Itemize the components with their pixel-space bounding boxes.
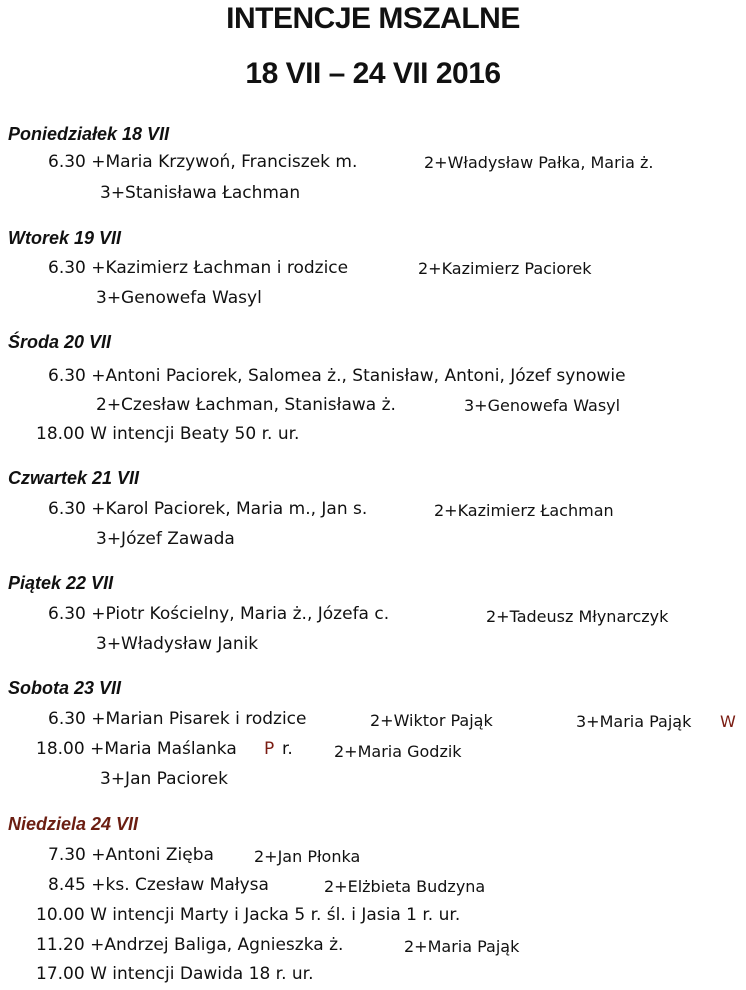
page-title: INTENCJE MSZALNE [226, 2, 520, 35]
intention-marker: W [720, 712, 736, 731]
intention-line: 3+Maria Pająk [576, 712, 692, 731]
intention-line: 6.30 +Kazimierz Łachman i rodzice [48, 258, 349, 278]
intention-marker: P [264, 739, 275, 759]
page-date-range: 18 VII – 24 VII 2016 [245, 57, 501, 90]
intention-line: 3+Genowefa Wasyl [464, 396, 621, 415]
intention-line: 2+Władysław Pałka, Maria ż. [424, 153, 654, 172]
intention-line: 2+Kazimierz Paciorek [418, 259, 592, 278]
intention-line: 7.30 +Antoni Zięba [48, 845, 214, 865]
intention-line: 2+Kazimierz Łachman [434, 501, 614, 520]
intention-line: 6.30 +Piotr Kościelny, Maria ż., Józefa c. [48, 604, 390, 624]
intention-line: 2+Tadeusz Młynarczyk [486, 607, 669, 626]
day-heading-thursday: Czwartek 21 VII [8, 468, 140, 488]
intention-line: 3+Genowefa Wasyl [96, 288, 262, 308]
intention-line: 6.30 +Marian Pisarek i rodzice [48, 709, 307, 729]
intention-line: 2+Jan Płonka [254, 847, 361, 866]
intention-line: 3+Józef Zawada [96, 529, 235, 549]
intention-line: 3+Stanisława Łachman [100, 183, 301, 203]
intention-line: 2+Maria Pająk [404, 937, 520, 956]
day-heading-sunday: Niedziela 24 VII [8, 814, 139, 834]
intention-line: 11.20 +Andrzej Baliga, Agnieszka ż. [36, 935, 344, 955]
day-heading-tuesday: Wtorek 19 VII [8, 228, 122, 248]
day-heading-monday: Poniedziałek 18 VII [8, 124, 170, 144]
day-heading-saturday: Sobota 23 VII [8, 678, 122, 698]
day-heading-friday: Piątek 22 VII [8, 573, 114, 593]
intention-line: 3+Jan Paciorek [100, 769, 228, 789]
intention-line: 2+Wiktor Pająk [370, 711, 493, 730]
day-heading-wednesday: Środa 20 VII [8, 332, 112, 352]
intention-line: 8.45 +ks. Czesław Małysa [48, 875, 269, 895]
intention-line: 2+Elżbieta Budzyna [324, 877, 486, 896]
intention-line: 6.30 +Antoni Paciorek, Salomea ż., Stanisław, Antoni, Józef synowie [48, 366, 626, 386]
intention-line: r. [282, 739, 293, 759]
intention-line: 6.30 +Karol Paciorek, Maria m., Jan s. [48, 499, 368, 519]
intention-line: 10.00 W intencji Marty i Jacka 5 r. śl. i Jasia 1 r. ur. [36, 905, 461, 925]
intention-line: 2+Maria Godzik [334, 742, 462, 761]
intention-line: 2+Czesław Łachman, Stanisława ż. [96, 395, 396, 415]
intention-line: 3+Władysław Janik [96, 634, 259, 654]
intention-line: 6.30 +Maria Krzywoń, Franciszek m. [48, 152, 358, 172]
intention-line: 17.00 W intencji Dawida 18 r. ur. [36, 964, 314, 984]
intention-line: 18.00 +Maria Maślanka [36, 739, 237, 759]
intention-line: 18.00 W intencji Beaty 50 r. ur. [36, 424, 300, 444]
